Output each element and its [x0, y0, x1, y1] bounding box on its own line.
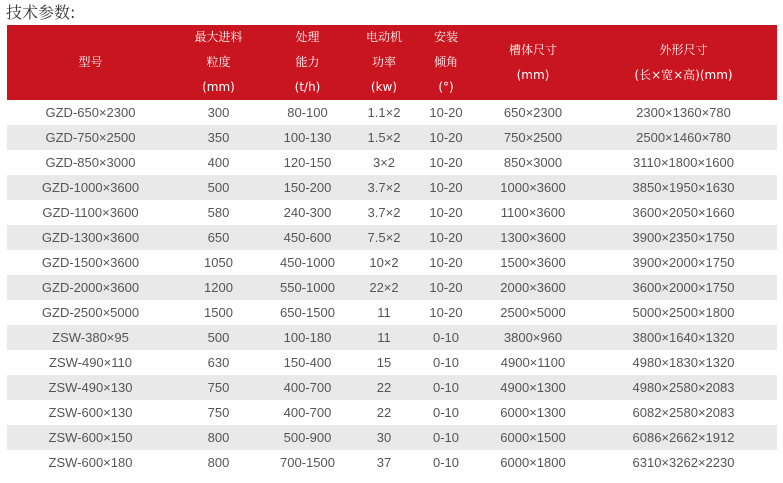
table-cell: 1500×3600 [476, 250, 590, 275]
table-row [7, 400, 777, 425]
table-cell: 15 [352, 350, 416, 375]
column-header-line: 功率 [371, 55, 396, 69]
table-cell: ZSW-490×110 [7, 350, 174, 375]
column-header [174, 25, 263, 100]
table-cell: 400-700 [263, 375, 352, 400]
table-cell: 6000×1300 [476, 400, 590, 425]
table-row [7, 100, 777, 125]
table-cell: 240-300 [263, 200, 352, 225]
table-cell: GZD-850×3000 [7, 150, 174, 175]
table-cell: 6000×1500 [476, 425, 590, 450]
table-cell: 2000×3600 [476, 275, 590, 300]
table-cell: 500 [174, 325, 263, 350]
table-cell: GZD-1000×3600 [7, 175, 174, 200]
table-cell: 10-20 [416, 275, 476, 300]
table-cell: 1500 [174, 300, 263, 325]
table-cell: 10-20 [416, 200, 476, 225]
table-cell: 3110×1800×1600 [590, 150, 777, 175]
table-cell: 1100×3600 [476, 200, 590, 225]
table-cell: 500-900 [263, 425, 352, 450]
table-cell: 10-20 [416, 150, 476, 175]
table-cell: 800 [174, 425, 263, 450]
table-row [7, 225, 777, 250]
table-cell: 450-1000 [263, 250, 352, 275]
table-cell: 700-1500 [263, 450, 352, 475]
table-cell: 7.5×2 [352, 225, 416, 250]
table-cell: 400 [174, 150, 263, 175]
table-cell: 1.1×2 [352, 100, 416, 125]
table-row [7, 250, 777, 275]
table-cell: 500 [174, 175, 263, 200]
table-cell: 5000×2500×1800 [590, 300, 777, 325]
table-cell: 3900×2000×1750 [590, 250, 777, 275]
table-body [7, 100, 777, 475]
table-header-row [7, 25, 777, 100]
column-header-line: 电动机 [365, 30, 402, 44]
table-row [7, 350, 777, 375]
column-header [476, 25, 590, 100]
table-cell: 750 [174, 375, 263, 400]
table-cell: 400-700 [263, 400, 352, 425]
table-cell: 100-180 [263, 325, 352, 350]
table-row [7, 450, 777, 475]
table-cell: 10-20 [416, 175, 476, 200]
table-cell: 750×2500 [476, 125, 590, 150]
table-cell: 3.7×2 [352, 175, 416, 200]
table-cell: 0-10 [416, 375, 476, 400]
table-cell: 4980×1830×1320 [590, 350, 777, 375]
table-cell: 37 [352, 450, 416, 475]
table-row [7, 175, 777, 200]
table-cell: 4980×2580×2083 [590, 375, 777, 400]
table-cell: 350 [174, 125, 263, 150]
table-cell: 30 [352, 425, 416, 450]
table-cell: 3900×2350×1750 [590, 225, 777, 250]
table-cell: 0-10 [416, 350, 476, 375]
table-cell: GZD-750×2500 [7, 125, 174, 150]
table-cell: 3600×2000×1750 [590, 275, 777, 300]
column-header-line: 安装 [433, 30, 458, 44]
column-header-line: 粒度 [206, 55, 231, 69]
table-cell: 650-1500 [263, 300, 352, 325]
table-cell: 22 [352, 400, 416, 425]
table-cell: 2300×1360×780 [590, 100, 777, 125]
table-cell: 6000×1800 [476, 450, 590, 475]
table-cell: 800 [174, 450, 263, 475]
table-cell: 10-20 [416, 225, 476, 250]
table-cell: 650 [174, 225, 263, 250]
table-cell: 4900×1100 [476, 350, 590, 375]
table-row [7, 200, 777, 225]
column-header-line: (t/h) [294, 80, 321, 94]
table-cell: 0-10 [416, 425, 476, 450]
table-cell: 10-20 [416, 250, 476, 275]
table-cell: 10-20 [416, 125, 476, 150]
table-cell: GZD-650×2300 [7, 100, 174, 125]
table-cell: 0-10 [416, 400, 476, 425]
table-cell: 10-20 [416, 100, 476, 125]
table-cell: 3600×2050×1660 [590, 200, 777, 225]
table-cell: 6310×3262×2230 [590, 450, 777, 475]
table-cell: 850×3000 [476, 150, 590, 175]
table-cell: 630 [174, 350, 263, 375]
table-cell: 6082×2580×2083 [590, 400, 777, 425]
column-header [416, 25, 476, 100]
spec-table [7, 25, 777, 475]
table-cell: 150-200 [263, 175, 352, 200]
table-cell: 10-20 [416, 300, 476, 325]
table-cell: 22×2 [352, 275, 416, 300]
table-cell: GZD-1500×3600 [7, 250, 174, 275]
table-cell: 580 [174, 200, 263, 225]
table-cell: 3800×1640×1320 [590, 325, 777, 350]
table-cell: 0-10 [416, 325, 476, 350]
table-cell: 22 [352, 375, 416, 400]
column-header-line: 处理 [295, 30, 320, 44]
table-cell: ZSW-490×130 [7, 375, 174, 400]
table-cell: 2500×5000 [476, 300, 590, 325]
table-row [7, 325, 777, 350]
table-cell: 6086×2662×1912 [590, 425, 777, 450]
column-header [7, 25, 174, 100]
table-cell: 3.7×2 [352, 200, 416, 225]
column-header-line: 型号 [78, 55, 103, 69]
column-header-line: 外形尺寸 [659, 42, 708, 57]
table-cell: 1050 [174, 250, 263, 275]
column-header [590, 25, 777, 100]
table-cell: 10×2 [352, 250, 416, 275]
column-header [352, 25, 416, 100]
table-cell: 11 [352, 300, 416, 325]
table-cell: 11 [352, 325, 416, 350]
table-cell: 300 [174, 100, 263, 125]
table-cell: ZSW-600×150 [7, 425, 174, 450]
table-cell: ZSW-600×180 [7, 450, 174, 475]
table-cell: 1.5×2 [352, 125, 416, 150]
column-header-line: 能力 [295, 55, 320, 69]
table-cell: 2500×1460×780 [590, 125, 777, 150]
table-row [7, 150, 777, 175]
column-header-line: (mm) [516, 67, 550, 82]
page-title: 技术参数: [6, 3, 76, 22]
table-row [7, 375, 777, 400]
table-cell: 1200 [174, 275, 263, 300]
column-header-line: 倾角 [433, 55, 458, 69]
table-row [7, 300, 777, 325]
table-cell: 80-100 [263, 100, 352, 125]
table-cell: 100-130 [263, 125, 352, 150]
table-cell: GZD-2500×5000 [7, 300, 174, 325]
table-cell: 550-1000 [263, 275, 352, 300]
table-cell: 3800×960 [476, 325, 590, 350]
table-cell: 150-400 [263, 350, 352, 375]
column-header-line: (长×宽×高)(mm) [634, 67, 733, 82]
table-cell: 750 [174, 400, 263, 425]
table-cell: ZSW-600×130 [7, 400, 174, 425]
table-cell: 650×2300 [476, 100, 590, 125]
table-cell: 3850×1950×1630 [590, 175, 777, 200]
column-header [263, 25, 352, 100]
column-header-line: 槽体尺寸 [508, 42, 557, 57]
table-row [7, 125, 777, 150]
table-cell: 450-600 [263, 225, 352, 250]
table-cell: 1000×3600 [476, 175, 590, 200]
column-header-line: (°) [438, 80, 454, 94]
table-cell: 120-150 [263, 150, 352, 175]
table-cell: GZD-1100×3600 [7, 200, 174, 225]
table-cell: GZD-2000×3600 [7, 275, 174, 300]
column-header-line: (mm) [202, 80, 235, 94]
table-cell: 4900×1300 [476, 375, 590, 400]
column-header-line: (kw) [370, 80, 398, 94]
table-cell: 3×2 [352, 150, 416, 175]
table-cell: ZSW-380×95 [7, 325, 174, 350]
table-cell: GZD-1300×3600 [7, 225, 174, 250]
column-header-line: 最大进料 [194, 30, 243, 44]
table-row [7, 275, 777, 300]
table-cell: 0-10 [416, 450, 476, 475]
table-cell: 1300×3600 [476, 225, 590, 250]
table-row [7, 425, 777, 450]
